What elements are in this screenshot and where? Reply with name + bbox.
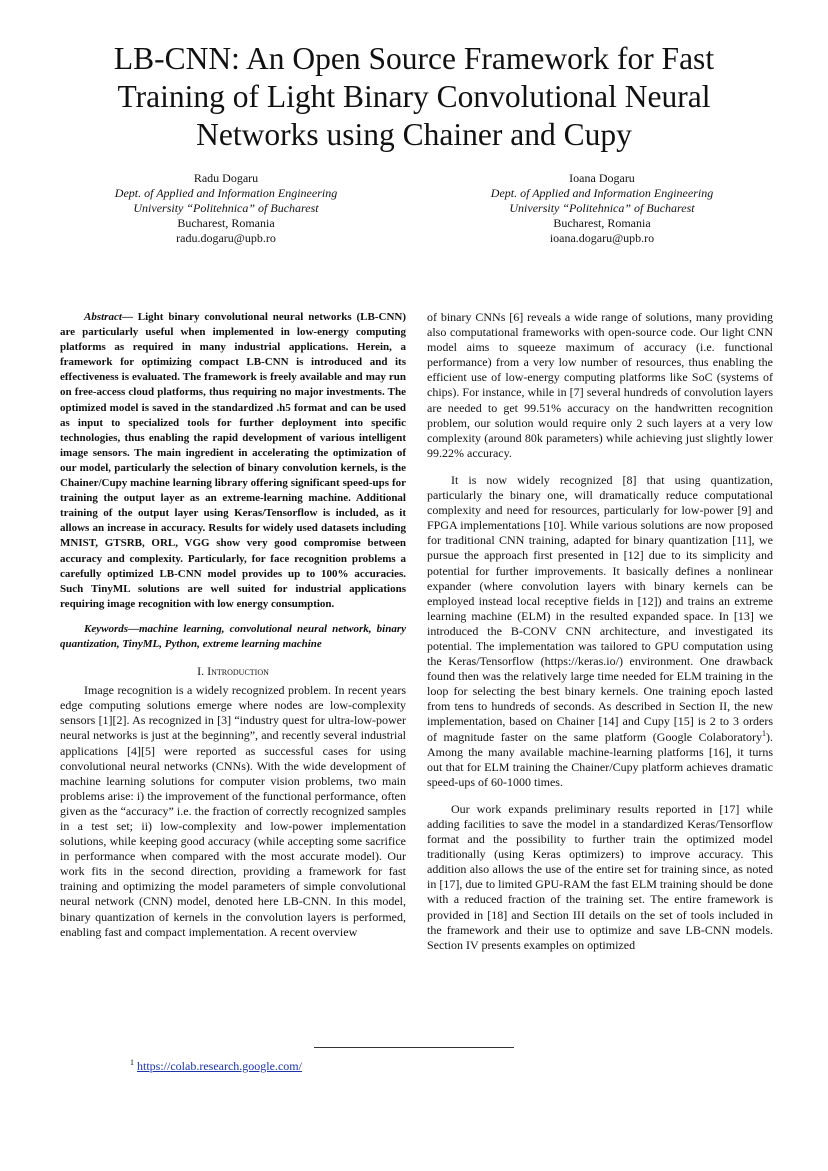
author-name: Radu Dogaru: [193, 171, 259, 185]
author-name: Ioana Dogaru: [569, 171, 635, 185]
paper-title: LB-CNN: An Open Source Framework for Fast Training of Light Binary Convolutional Neural Networks using Chainer and Cupy: [113, 41, 715, 152]
author-location: Bucharest, Romania: [177, 216, 275, 230]
author-block-2: [452, 171, 752, 246]
keywords: Keywords—machine learning, convolutional neural network, binary quantization, TinyML, Python, extreme learning machine: [60, 622, 406, 650]
abstract: [60, 310, 406, 612]
intro-paragraph-1: Image recognition is a widely recognized problem. In recent years edge computing solutions emerge where nodes are low-complexity sensors [1][2]. As recognized in [3] “industry quest for ultra-low-power neural networks is just at the beginning”, and recently several industrial applications [4][5] were reported as successful cases for using convolutional neural networks (CNNs). With the wide development of machine learning solutions for computer vision problems, two main problems arise: i) the improvement of the functional performance, often given as the “accuracy” i.e. the fraction of correctly recognized samples in a test set; ii) low-complexity and low-power implementation solutions, while keeping good accuracy (while accepting some sacrifice in performance when compared with the most accurate model). Our work fits in the second direction, providing a framework for fast training and optimizing the model parameters of simple convolutional neural network (CNN) model, denoted here LB-CNN. In this model, binary quantization of kernels in the convolution layers is performed, enabling fast and compact implementation. A recent overview: [60, 683, 406, 939]
footnote-link[interactable]: https://colab.research.google.com/: [137, 1059, 302, 1073]
author-university: University “Politehnica” of Bucharest: [509, 201, 695, 215]
author-block-1: [76, 171, 376, 246]
left-column: [60, 310, 406, 940]
intro-paragraph-continued: of binary CNNs [6] reveals a wide range of solutions, many providing also computational frameworks with open-source code. Our light CNN model aims to squeeze maximum of accuracy (i.e. functional performance) from a very low number of resources, thus enabling the efficient use of low-energy computing platforms like SoC (systems of chips). For instance, while in [7] several hundreds of convolution layers are needed to get 99.51% accuracy on the handwritten recognition problem, our solution would require only 2 such layers at a very low complexity (around 80k parameters) while achieving just slightly lower 99.22% accuracy.: [427, 310, 773, 460]
author-email: ioana.dogaru@upb.ro: [549, 231, 655, 245]
author-department: Dept. of Applied and Information Engineering: [490, 186, 714, 200]
author-department: Dept. of Applied and Information Engineering: [114, 186, 338, 200]
abstract-dash: —: [121, 311, 133, 323]
section-heading: [60, 664, 406, 679]
intro-paragraph-2: [427, 473, 773, 790]
footnote-ref[interactable]: 1: [762, 728, 766, 738]
author-university: University “Politehnica” of Bucharest: [133, 201, 319, 215]
section-title: Introduction: [207, 664, 269, 679]
footnote: [130, 1055, 302, 1074]
right-column: [427, 310, 773, 953]
abstract-label: Abstract: [84, 311, 122, 323]
section-number: I.: [197, 664, 205, 679]
author-location: Bucharest, Romania: [553, 216, 651, 230]
footnote-divider: [314, 1047, 514, 1048]
intro-paragraph-3: Our work expands preliminary results reported in [17] while adding facilities to save the model in a standardized Keras/Tensorflow format and the possibility to further train the optimized model traditionally (using Keras optimizers) to improve accuracy. This addition also allows the use of the entire set for training since, as noted in [17], due to limited GPU-RAM the fast ELM training should be done with a reduced fraction of the training set. The entire framework is provided in [18] and Section III details on the set of tools included in the framework and their use to optimize and save LB-CNN models. Section IV presents examples on optimized: [427, 801, 773, 952]
author-email: radu.dogaru@upb.ro: [176, 231, 276, 245]
intro-paragraph-2-text: It is now widely recognized [8] that using quantization, particularly the binary one, will dramatically reduce computational complexity and need for resources, particularly for low-power [9] and FPGA implementations [10]. While various solutions are now proposed for traditional CNN training, adapted for binary quantization [11], we pursue the approach first presented in [12] due to its simplicity and potential for further improvements. It basically defines a nonlinear expander (where convolution layers with binary kernels can be employed instead local receptive fields in [12]) and trains an extreme learning machine (ELM) in the resulted expanded space. In [13] we introduced the B-CONV CNN architecture, and investigated its potential. The implementation was tailored to GPU computation using the Keras/Tensorflow (https://keras.io/) environment. One drawback found then was the relatively large time needed for ELM training in the loop for selecting the best binary kernels. One training epoch lasted from tens to hundreds of seconds. As described in Section II, the new implementation, based on Chainer [14] and Cupy [15] is 2 to 3 orders of magnitude faster on the same platform (Google Colaboratory: [427, 472, 773, 744]
intro-paragraph-2-text-cont: ). Among the many available machine-learning platforms [16], it turns out that for ELM training the Chainer/Cupy platform achieves dramatic speed-ups of 60-1000 times.: [427, 729, 773, 789]
abstract-text: Light binary convolutional neural networks (LB-CNN) are particularly useful when implemented in low-energy computing platforms as required in many industrial applications. Herein, a framework for optimizing compact LB-CNN is introduced and its effectiveness is evaluated. The framework is freely available and may run on free-access cloud platforms, thus requiring no major investments. The optimized model is saved in the standardized .h5 format and can be used as input to specialized tools for further deployment into specific technologies, thus enabling the rapid development of various intelligent image sensors. The main ingredient in accelerating the optimization of our model, particularly the selection of binary convolution kernels, is the Chainer/Cupy machine learning library offering significant speed-ups for training the output layer as an extreme-learning machine. Additional training of the output layer using Keras/Tensorflow is included, as it allows an increase in accuracy. Results for widely used datasets including MNIST, GTSRB, ORL, VGG show very good compromise between accuracy and complexity. Particularly, for face recognition problems a carefully optimized LB-CNN model provides up to 100% accuracies. Such TinyML solutions are well suited for industrial applications requiring image recognition with low energy consumption.: [60, 311, 406, 610]
footnote-mark: 1: [130, 1058, 134, 1067]
